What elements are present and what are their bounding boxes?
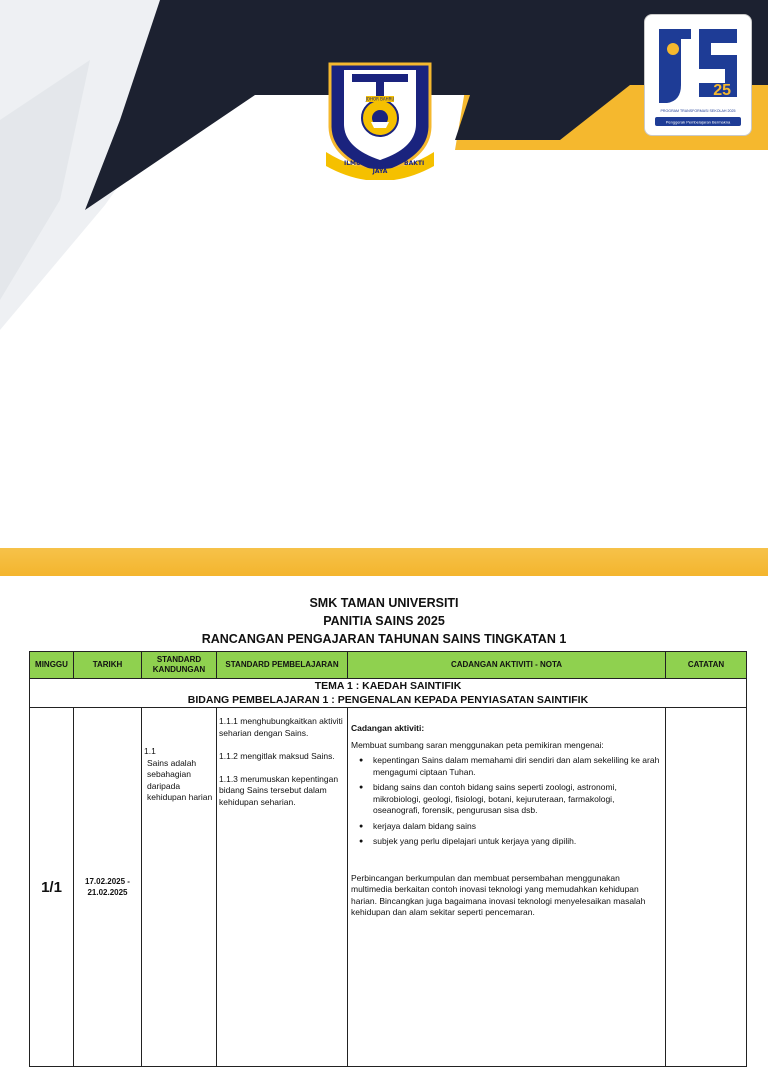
list-item: ● bidang sains dan contoh bidang sains seperti zoologi, astronomi, mikrobiologi, geologi, fisiologi, botani, kejuruteraan, farmakologi, oseanografi, forensik, pengurusan sisa dsb. [373, 782, 663, 817]
sp-item-2: 1.1.2 mengitlak maksud Sains. [219, 750, 335, 761]
aktiviti-heading: Cadangan aktiviti: [351, 723, 425, 733]
cadangan-aktiviti-cell [348, 708, 666, 1067]
aktiviti-intro: Membuat sumbang saran menggunakan peta pemikiran mengenai: [351, 739, 604, 750]
sp-item-3: 1.1.3 merumuskan kepentingan bidang Sains tersebut dalam kehidupan seharian. [219, 773, 339, 807]
minggu-cell: 1/1 [30, 708, 74, 1067]
crest-motto-center: JAYA [372, 168, 388, 175]
badge-line1: PROGRAM TRANSFORMASI SEKOLAH 2025 [660, 109, 736, 113]
crest-motto-right: BAKTI [404, 160, 425, 167]
header-standard-kandungan: STANDARD KANDUNGAN [142, 652, 217, 679]
list-item: ● kerjaya dalam bidang sains [373, 821, 663, 833]
tema-cell [30, 679, 747, 708]
lesson-plan-table [29, 651, 747, 1067]
tarikh-cell [74, 708, 142, 1067]
school-crest-logo [322, 56, 438, 180]
sk-number: 1.1 [144, 746, 156, 756]
sp-item-1: 1.1.1 menghubungkaitkan aktiviti seharian dengan Sains. [219, 716, 343, 738]
catatan-cell [666, 708, 747, 1067]
header-tarikh: TARIKH [74, 652, 142, 679]
tema-row [30, 679, 747, 708]
bidang-title: BIDANG PEMBELAJARAN 1 : PENGENALAN KEPADA PENYIASATAN SAINTIFIK [187, 694, 589, 706]
list-item: ● kepentingan Sains dalam memahami diri sendiri dan alam sekeliling ke arah mengagumi ciptaan Tuhan. [373, 755, 663, 778]
tema-title: TEMA 1 : KAEDAH SAINTIFIK [314, 680, 462, 692]
header-standard-pembelajaran: STANDARD PEMBELAJARAN [217, 652, 348, 679]
ts25-badge-logo [644, 14, 752, 136]
header-minggu: MINGGU [30, 652, 74, 679]
header-catatan: CATATAN [666, 652, 747, 679]
tarikh-start: 17.02.2025 - [85, 877, 130, 886]
aktiviti-paragraph: Perbincangan berkumpulan dan membuat persembahan menggunakan multimedia berkaitan contoh inovasi teknologi yang memudahkan kehidupan harian. Bincangkan juga bagaimana inovasi teknologi menyelesaikan masalah kehidupan dan alam sekitar seperti pencemaran. [351, 872, 646, 917]
badge-line2: Penggerak Pembelajaran Bermakna [665, 119, 731, 125]
badge-number: 25 [713, 82, 731, 99]
plan-title: RANCANGAN PENGAJARAN TAHUNAN SAINS TINGKATAN 1 [201, 632, 567, 646]
table-header-row [30, 652, 747, 679]
list-item: ● subjek yang perlu dipelajari untuk kerjaya yang dipilih. [373, 836, 663, 848]
aktiviti-bullet-list [351, 755, 663, 848]
yellow-divider-stripe [0, 548, 768, 576]
panel-title: PANITIA SAINS 2025 [323, 614, 445, 628]
header-cadangan-aktiviti: CADANGAN AKTIVITI - NOTA [348, 652, 666, 679]
sk-text: Sains adalah sebahagian daripada kehidupan harian [147, 757, 213, 802]
document-titles [0, 594, 768, 648]
tarikh-end: 21.02.2025 [87, 888, 128, 897]
document-page [0, 576, 768, 1024]
crest-shield-label: JOHOR BAHRU [365, 96, 395, 102]
school-name-title: SMK TAMAN UNIVERSITI [309, 596, 459, 610]
standard-pembelajaran-cell [217, 708, 348, 1067]
table-row [30, 708, 747, 1067]
standard-kandungan-cell [142, 708, 217, 1067]
crest-motto-left: ILMU [344, 160, 361, 167]
